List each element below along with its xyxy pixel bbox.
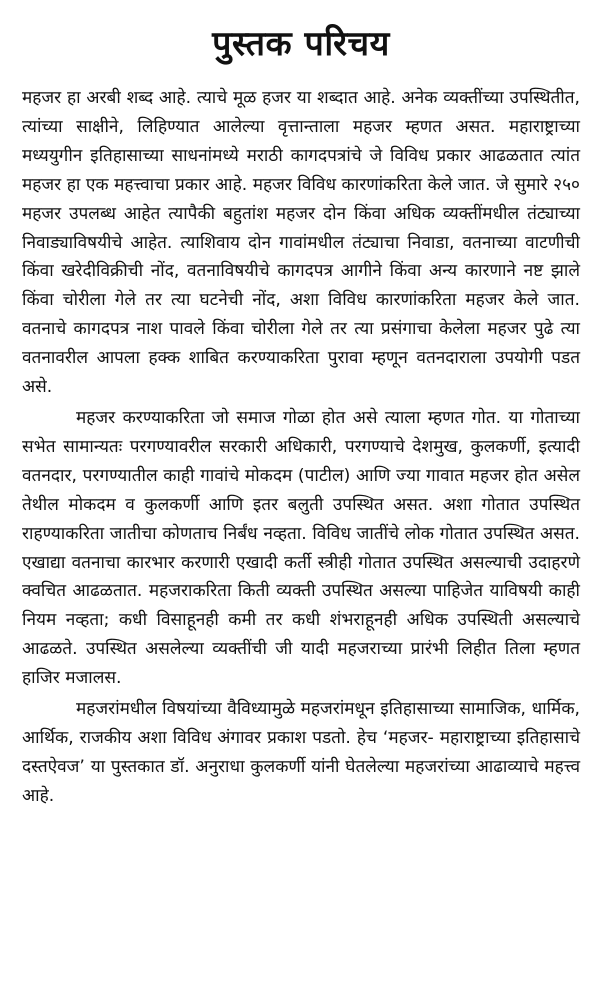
paragraph-got: महजर करण्याकरिता जो समाज गोळा होत असे त्याला म्हणत गोत. या गोताच्या सभेत सामान्यतः परगण्यावरील सरकारी अधिकारी, परगण्याचे देशमुख, कुलकर्णी, इत्यादी वतनदार, परगण्यातील काही गावांचे मोकदम (पाटील) आणि ज्या गावात महजर होत असेल तेथील मोकदम व कुलकर्णी आणि इतर बलुती उपस्थित असत. अशा गोतात उपस्थित राहण्याकरिता जातीचा कोणताच निर्बंध नव्हता. विविध जातींचे लोक गोतात उपस्थित असत. एखाद्या वतनाचा कारभार करणारी एखादी कर्ती स्त्रीही गोतात उपस्थित असल्याची उदाहरणे क्वचित आढळतात. महजराकरिता किती व्यक्ती उपस्थित असल्या पाहिजेत याविषयी काही नियम नव्हता; कधी विसाहूनही कमी तर कधी शंभराहूनही अधिक उपस्थिती असल्याचे आढळते. उपस्थित असलेल्या व्यक्तींची जी यादी महजराच्या प्रारंभी लिहीत तिला म्हणत हाजिर मजालस. — [22, 407, 580, 689]
paragraph-conclusion: महजरांमधील विषयांच्या वैविध्यामुळे महजरांमधून इतिहासाच्या सामाजिक, धार्मिक, आर्थिक, राजकीय अशा विविध अंगावर प्रकाश पडतो. हेच ‘महजर- महाराष्ट्राच्या इतिहासाचे दस्तऐवज’ या पुस्तकात डॉ. अनुराधा कुलकर्णी यांनी घेतलेल्या महजरांच्या आढाव्याचे महत्त्व आहे. — [22, 699, 580, 806]
page-title: पुस्तक परिचय — [212, 24, 390, 64]
paragraph-intro: महजर हा अरबी शब्द आहे. त्याचे मूळ हजर या शब्दात आहे. अनेक व्यक्तींच्या उपस्थितीत, त्यांच्या साक्षीने, लिहिण्यात आलेल्या वृत्तान्ताला महजर म्हणत असत. महाराष्ट्राच्या मध्ययुगीन इतिहासाच्या साधनांमध्ये मराठी कागदपत्रांचे जे विविध प्रकार आढळतात त्यांत महजर हा एक महत्त्वाचा प्रकार आहे. महजर विविध कारणांकरिता केले जात. जे सुमारे २५० महजर उपलब्ध आहेत त्यापैकी बहुतांश महजर दोन किंवा अधिक व्यक्तींमधील तंट्याच्या निवाड्याविषयीचे आहेत. त्याशिवाय दोन गावांमधील तंट्याचा निवाडा, वतनाच्या वाटणीची किंवा खरेदीविक्रीची नोंद, वतनाविषयीचे कागदपत्र आगीने किंवा अन्य कारणाने नष्ट झाले किंवा चोरीला गेले तर त्या घटनेची नोंद, अशा विविध कारणांकरिता महजर केले जात. वतनाचे कागदपत्र नाश पावले किंवा चोरीला गेले तर त्या प्रसंगाचा केलेला महजर पुढे त्या वतनावरील आपला हक्क शाबित करण्याकरिता पुरावा म्हणून वतनदाराला उपयोगी पडत असे. — [22, 88, 580, 398]
